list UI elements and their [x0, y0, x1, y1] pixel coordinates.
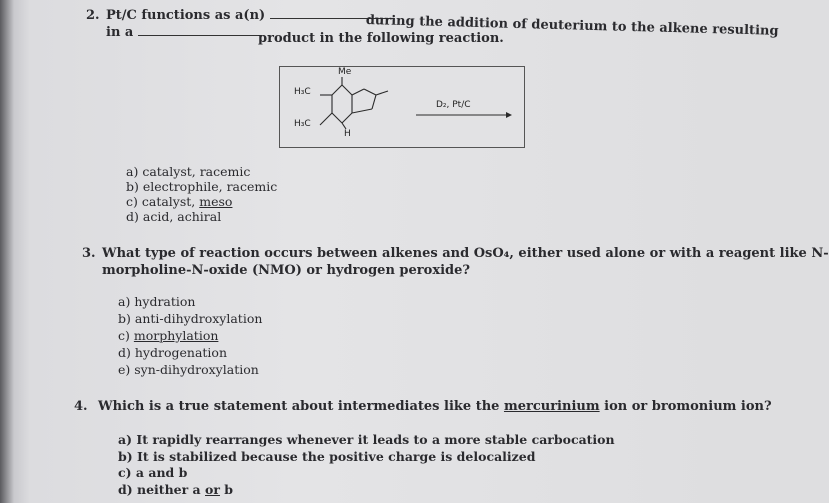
- option-text: electrophile, racemic: [142, 179, 278, 194]
- option-text: It rapidly rearranges whenever it leads to a more stable carbocation: [136, 432, 615, 447]
- option-letter: d): [126, 209, 139, 224]
- reaction-scheme: [279, 66, 525, 148]
- q2-option-b: [126, 179, 277, 194]
- option-letter: c): [118, 328, 130, 343]
- option-text-end: b: [219, 482, 234, 497]
- option-letter: a): [118, 294, 131, 309]
- q4-option-b: [118, 449, 535, 464]
- q2-stem-line2: [106, 25, 262, 40]
- q4-text-b: ion or bromonium ion?: [599, 399, 772, 414]
- option-text: anti-dihydroxylation: [134, 311, 263, 326]
- option-text: neither a: [137, 482, 206, 497]
- label-h3c-bottom: H₃C: [294, 119, 311, 129]
- option-text: catalyst,: [141, 194, 200, 209]
- q3-number: 3.: [82, 246, 96, 261]
- q3-option-b: [118, 311, 262, 326]
- q4-stem: [98, 399, 772, 414]
- q2-number: 2.: [86, 8, 100, 23]
- option-letter: b): [126, 179, 139, 194]
- q4-number: 4.: [74, 399, 88, 414]
- q2-option-c: [126, 194, 232, 209]
- q4-option-d: [118, 482, 233, 497]
- option-text-underlined: meso: [199, 194, 233, 209]
- q2-text-a: Pt/C functions as a(n): [106, 8, 266, 23]
- option-letter: a): [126, 164, 139, 179]
- q3-line2: morpholine-N-oxide (NMO) or hydrogen peroxide?: [102, 263, 470, 278]
- q2-text-d: product in the following reaction.: [258, 31, 504, 46]
- reagent-label: D₂, Pt/C: [436, 100, 471, 110]
- q4-option-a: [118, 432, 615, 447]
- q2-stem-line1: [106, 8, 394, 23]
- option-text: syn-dihydroxylation: [134, 362, 259, 377]
- q2-blank-2: [138, 25, 262, 36]
- option-text: morphylation: [133, 328, 219, 343]
- q3-option-c: [118, 328, 218, 343]
- q4-option-c: [118, 465, 187, 480]
- option-letter: d): [118, 345, 131, 360]
- q2-text-c: in a: [106, 25, 134, 40]
- q4-text-a: Which is a true statement about intermediates like the: [98, 399, 504, 414]
- q2-option-d: [126, 209, 221, 224]
- option-letter: c): [118, 465, 132, 480]
- option-text: hydration: [134, 294, 196, 309]
- molecule-structure: [280, 67, 524, 147]
- option-letter: b): [118, 449, 133, 464]
- option-letter: a): [118, 432, 133, 447]
- q3-option-d: [118, 345, 227, 360]
- label-h3c-top: H₃C: [294, 87, 311, 97]
- q2-text-b: during the addition of deuterium to the alkene resulting: [365, 13, 779, 39]
- option-letter: c): [126, 194, 138, 209]
- option-text: It is stabilized because the positive charge is delocalized: [137, 449, 536, 464]
- option-letter: e): [118, 362, 131, 377]
- option-text: a and b: [135, 465, 188, 480]
- q4-text-underlined: mercurinium: [503, 399, 600, 414]
- option-letter: b): [118, 311, 131, 326]
- option-letter: d): [118, 482, 133, 497]
- q3-option-a: [118, 294, 195, 309]
- label-h: H: [344, 129, 351, 139]
- label-me: Me: [338, 67, 352, 77]
- option-text: catalyst, racemic: [142, 164, 251, 179]
- q3-option-e: [118, 362, 259, 377]
- option-text: acid, achiral: [142, 209, 222, 224]
- q3-line1: What type of reaction occurs between alkenes and OsO₄, either used alone or with a reagent like N-: [102, 246, 829, 261]
- q2-option-a: [126, 164, 250, 179]
- option-text-underlined: or: [205, 482, 220, 497]
- option-text: hydrogenation: [134, 345, 227, 360]
